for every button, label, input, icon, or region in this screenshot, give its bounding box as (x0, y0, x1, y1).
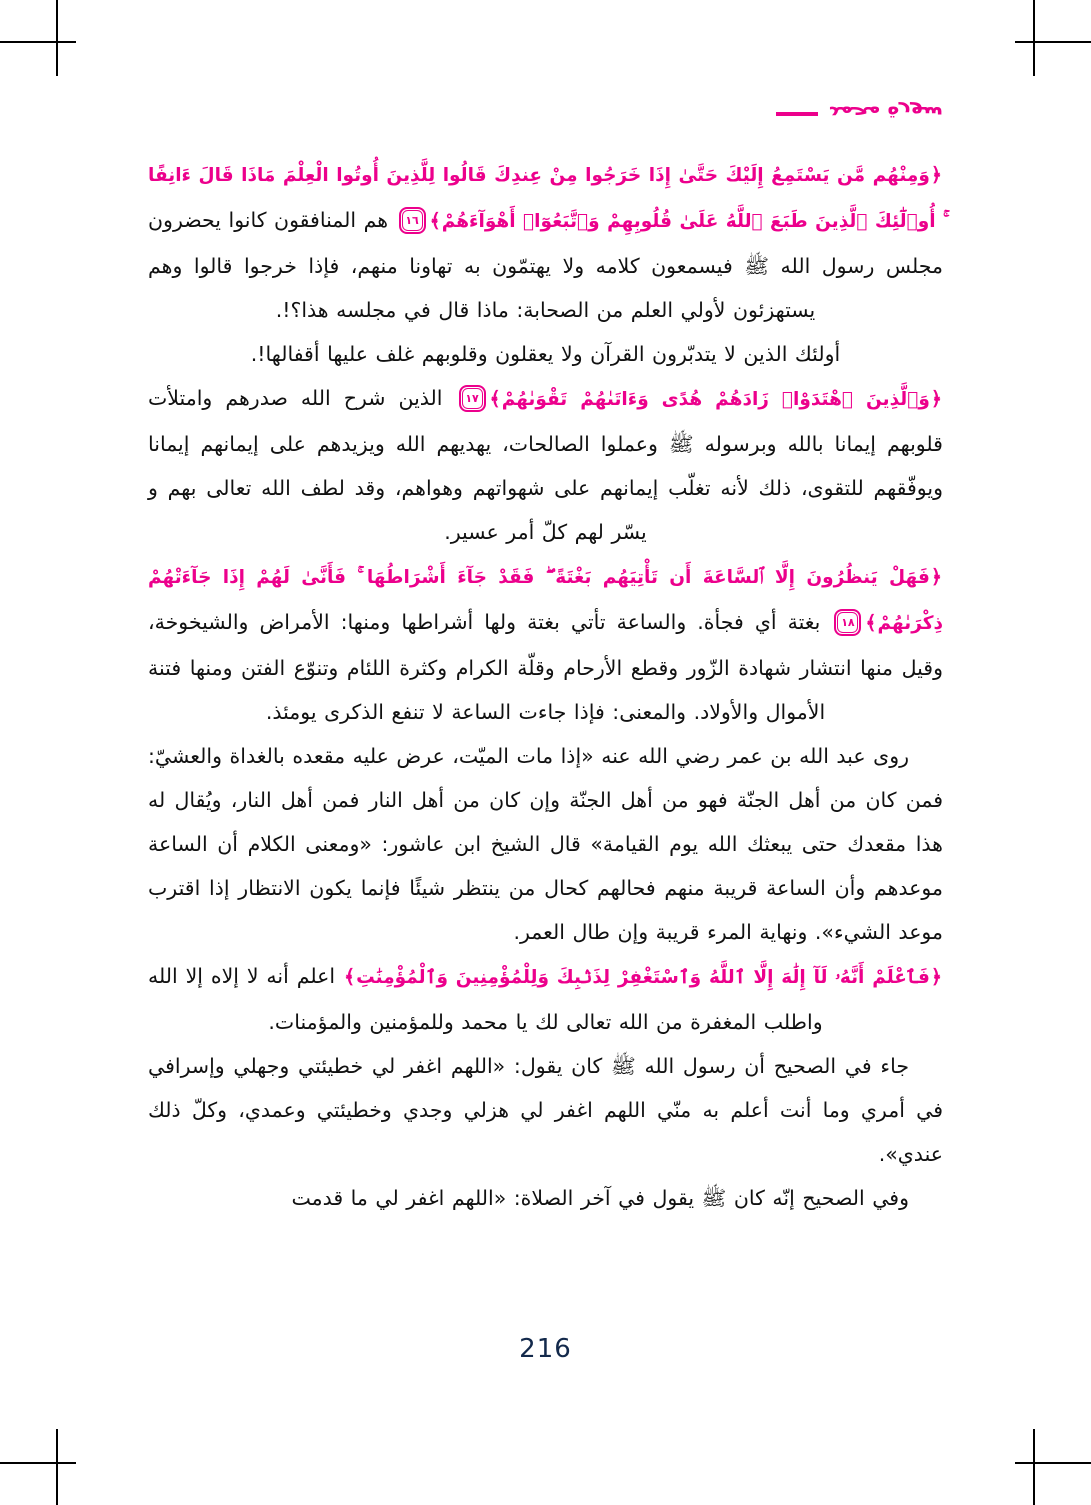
paragraph-dua-khatiati: جاء في الصحيح أن رسول الله ﷺ كان يقول: «اللهم اغفر لي خطيئتي وجهلي وإسرافي في أمري وما أنت أعلم به منّي اللهم اغفر لي هزلي وجدي وخطيئتي وعمدي، وكلّ ذلك عندي». (148, 1054, 943, 1166)
commentary-text-16: هم المنافقون كانوا يحضرون مجلس رسول الله ﷺ فيسمعون كلامه ولا يهتمّون به تهاونا منهم، فإذا خرجوا قالوا وهم يستهزئون لأولي العلم من الصحابة: ماذا قال في مجلسه هذا؟!. (148, 208, 943, 322)
page-number: 216 (519, 1334, 572, 1364)
quran-close-bracket: ﴾ (429, 210, 441, 232)
commentary-text-19: اعلم أنه لا إلاه إلا الله واطلب المغفرة من الله تعالى لك يا محمد وللمؤمنين والمؤمنات. (148, 964, 823, 1034)
verse-block-19 (148, 954, 943, 1044)
verse-block-17 (148, 376, 943, 554)
running-head-rule (776, 112, 818, 116)
quran-open-bracket: ﴿ (930, 566, 942, 588)
quran-text-19: فَٱعْلَمْ أَنَّهُۥ لَآ إِلَٰهَ إِلَّا ٱللَّهُ وَٱسْتَغْفِرْ لِذَنۢبِكَ وَلِلْمُؤْمِنِينَ وَٱلْمُؤْمِنَٰتِ (356, 967, 930, 988)
crop-mark-bottom-left-vertical (56, 1429, 58, 1505)
text-column (148, 152, 943, 1220)
quran-open-bracket: ﴿ (930, 388, 942, 410)
ayah-badge-number: ١٨ (841, 616, 855, 629)
quran-open-bracket: ﴿ (930, 164, 942, 186)
crop-mark-top-right-vertical (1033, 0, 1035, 76)
ayah-number-badge-17 (459, 385, 486, 412)
quran-close-bracket: ﴾ (343, 966, 356, 988)
commentary-text-17: الذين شرح الله صدرهم وامتلأت قلوبهم إيمانا بالله وبرسوله ﷺ وعملوا الصالحات، يهديهم الله ويزيدهم على إيمانهم إيمانا ويوفّقهم للتقوى، ذلك لأنه تغلّب إيمانهم على شهواتهم وهواهم، وقد لطف الله تعالى بهم و يسّر لهم كلّ أمر عسير. (148, 386, 943, 544)
quran-close-bracket: ﴾ (865, 612, 877, 634)
crop-mark-bottom-left-horizontal (0, 1462, 76, 1464)
ayah-number-badge-18 (834, 609, 861, 636)
quran-close-bracket: ﴾ (489, 388, 501, 410)
quran-text-16: وَمِنْهُم مَّن يَسْتَمِعُ إِلَيْكَ حَتَّىٰ إِذَا خَرَجُوا مِنْ عِندِكَ قَالُوا لِلَّذِينَ أُوتُوا الْعِلْمَ مَاذَا قَالَ ءَانِفًا ۚ أُو۟لَٰٓئِكَ ٱلَّذِينَ طَبَعَ ٱللَّهُ عَلَىٰ قُلُوبِهِمْ وَٱتَّبَعُوٓا۟ أَهْوَآءَهُمْ (148, 165, 943, 232)
paragraph-dua-end-of-prayer: وفي الصحيح إنّه كان ﷺ يقول في آخر الصلاة: «اللهم اغفر لي ما قدمت (291, 1186, 909, 1210)
quran-text-17: وَٱلَّذِينَ ٱهْتَدَوْا۟ زَادَهُمْ هُدًى وَءَاتَىٰهُمْ تَقْوَىٰهُمْ (501, 389, 930, 410)
paragraph-hearts-locked: أولئك الذين لا يتدبّرون القرآن ولا يعقلون وقلوبهم غلف عليها أقفالها!. (250, 342, 841, 366)
paragraph-hadith-ibn-umar: روى عبد الله بن عمر رضي الله عنه «إذا مات الميّت، عرض عليه مقعده بالغداة والعشيّ: فمن كان من أهل الجنّة فهو من أهل الجنّة وإن كان من أهل النار فمن أهل النار، ويُقال له هذا مقعدك حتى يبعثك الله يوم القيامة» قال الشيخ ابن عاشور: «ومعنى الكلام أن الساعة موعدهم وأن الساعة قريبة منهم فحالهم كحال من ينتظر شيئًا فإنما يكون الانتظار إذا اقترب موعد الشيء». ونهاية المرء قريبة وإن طال العمر. (148, 744, 943, 944)
running-head (776, 104, 943, 124)
crop-mark-top-left-horizontal (0, 41, 76, 43)
quran-open-bracket: ﴿ (930, 966, 942, 988)
crop-mark-top-left-vertical (56, 0, 58, 76)
verse-block-16 (148, 152, 943, 332)
ayah-number-badge-16 (399, 207, 426, 234)
ayah-badge-number: ١٧ (465, 392, 479, 405)
crop-mark-bottom-right-vertical (1033, 1429, 1035, 1505)
verse-block-18 (148, 554, 943, 734)
crop-mark-bottom-right-horizontal (1015, 1462, 1091, 1464)
quran-text-18: فَهَلْ يَنظُرُونَ إِلَّا ٱلسَّاعَةَ أَن تَأْتِيَهُم بَغْتَةً ۖ فَقَدْ جَآءَ أَشْرَاطُهَا ۚ فَأَنَّىٰ لَهُمْ إِذَا جَآءَتْهُمْ ذِكْرَىٰهُمْ (148, 567, 943, 634)
running-head-title: سورة محمد (828, 102, 943, 126)
ayah-badge-number: ١٦ (405, 214, 419, 227)
commentary-text-18: بغتة أي فجأة. والساعة تأتي بغتة ولها أشراطها ومنها: الأمراض والشيخوخة، وقيل منها انتشار شهادة الزّور وقطع الأرحام وقلّة الكرام وكثرة اللئام وتنوّع الفتن ومنها فتنة الأموال والأولاد. والمعنى: فإذا جاءت الساعة لا تنفع الذكرى يومئذ. (148, 610, 943, 724)
crop-mark-top-right-horizontal (1015, 41, 1091, 43)
